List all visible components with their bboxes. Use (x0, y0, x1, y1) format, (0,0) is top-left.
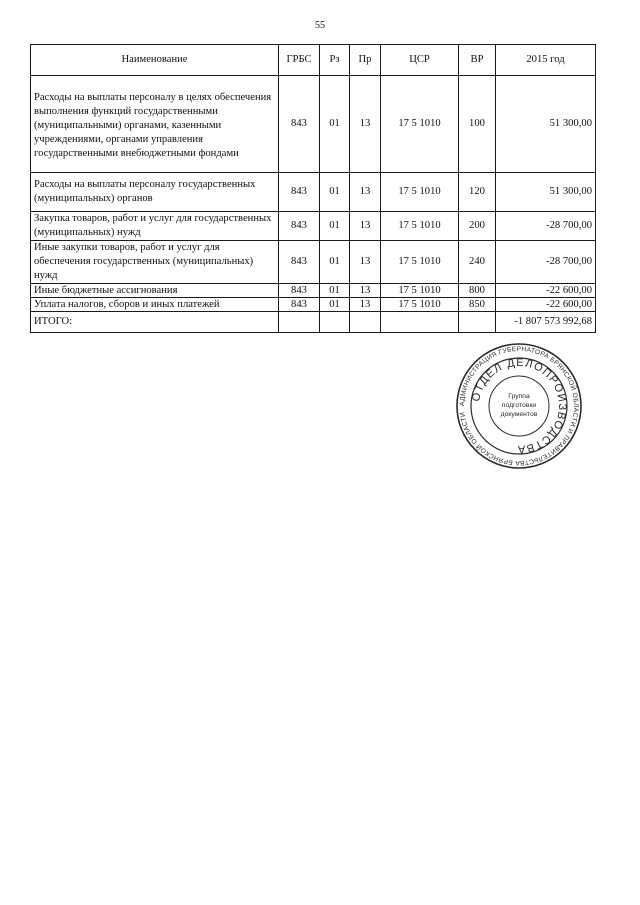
row-name: Расходы на выплаты персоналу государственных (муниципальных) органов (31, 173, 279, 212)
page-number: 55 (315, 20, 325, 31)
stamp-outer-text: АДМИНИСТРАЦИЯ ГУБЕРНАТОРА БРЯНСКОЙ ОБЛАСТИ И ПРАВИТЕЛЬСТВА БРЯНСКОЙ ОБЛАСТИ (458, 345, 580, 467)
table-row (31, 212, 596, 241)
col-header-pr: Пр (350, 45, 381, 76)
stamp-inner-text: ОТДЕЛ ДЕЛОПРОИЗВОДСТВА (470, 356, 569, 456)
row-vr: 800 (459, 284, 496, 298)
row-grbs: 843 (279, 173, 320, 212)
row-csr: 17 5 1010 (381, 241, 459, 284)
stamp-center-line-3: документов (500, 411, 538, 418)
col-header-csr: ЦСР (381, 45, 459, 76)
table-header-row (31, 45, 596, 76)
row-csr: 17 5 1010 (381, 76, 459, 173)
table-row (31, 76, 596, 173)
row-grbs: 843 (279, 76, 320, 173)
row-rz: 01 (320, 298, 350, 312)
col-header-rz: Рз (320, 45, 350, 76)
row-pr: 13 (350, 241, 381, 284)
col-header-name: Наименование (31, 45, 279, 76)
row-vr: 100 (459, 76, 496, 173)
row-vr: 240 (459, 241, 496, 284)
row-rz: 01 (320, 173, 350, 212)
row-pr: 13 (350, 298, 381, 312)
col-header-grbs: ГРБС (279, 45, 320, 76)
row-csr: 17 5 1010 (381, 284, 459, 298)
row-amount: -28 700,00 (496, 241, 596, 284)
office-stamp (455, 342, 583, 470)
row-grbs: 843 (279, 298, 320, 312)
row-amount: -28 700,00 (496, 212, 596, 241)
total-amount: -1 807 573 992,68 (496, 312, 596, 333)
row-vr: 850 (459, 298, 496, 312)
row-name: Иные бюджетные ассигнования (31, 284, 279, 298)
row-pr: 13 (350, 212, 381, 241)
row-grbs: 843 (279, 212, 320, 241)
row-pr: 13 (350, 173, 381, 212)
row-pr: 13 (350, 76, 381, 173)
col-header-vr: ВР (459, 45, 496, 76)
row-csr: 17 5 1010 (381, 212, 459, 241)
table-row (31, 298, 596, 312)
row-csr: 17 5 1010 (381, 173, 459, 212)
row-amount: 51 300,00 (496, 76, 596, 173)
total-label: ИТОГО: (31, 312, 279, 333)
stamp-center-line-2: подготовки (501, 402, 537, 409)
stamp-center-line-1: Группа (508, 393, 530, 400)
table-row (31, 173, 596, 212)
row-grbs: 843 (279, 241, 320, 284)
row-pr: 13 (350, 284, 381, 298)
row-rz: 01 (320, 241, 350, 284)
row-rz: 01 (320, 212, 350, 241)
col-header-year: 2015 год (496, 45, 596, 76)
row-grbs: 843 (279, 284, 320, 298)
row-name: Иные закупки товаров, работ и услуг для обеспечения государственных (муниципальных) нужд (31, 241, 279, 284)
budget-table (30, 44, 596, 333)
row-vr: 200 (459, 212, 496, 241)
row-amount: -22 600,00 (496, 284, 596, 298)
row-name: Расходы на выплаты персоналу в целях обеспечения выполнения функций государственными (муниципальными) органами, казенными учреждениями, органами управления государственными внебюджетными фондами (31, 76, 279, 173)
table-total-row (31, 312, 596, 333)
table-row (31, 284, 596, 298)
row-name: Закупка товаров, работ и услуг для государственных (муниципальных) нужд (31, 212, 279, 241)
row-vr: 120 (459, 173, 496, 212)
row-rz: 01 (320, 284, 350, 298)
row-name: Уплата налогов, сборов и иных платежей (31, 298, 279, 312)
row-amount: -22 600,00 (496, 298, 596, 312)
table-row (31, 241, 596, 284)
row-rz: 01 (320, 76, 350, 173)
row-amount: 51 300,00 (496, 173, 596, 212)
row-csr: 17 5 1010 (381, 298, 459, 312)
